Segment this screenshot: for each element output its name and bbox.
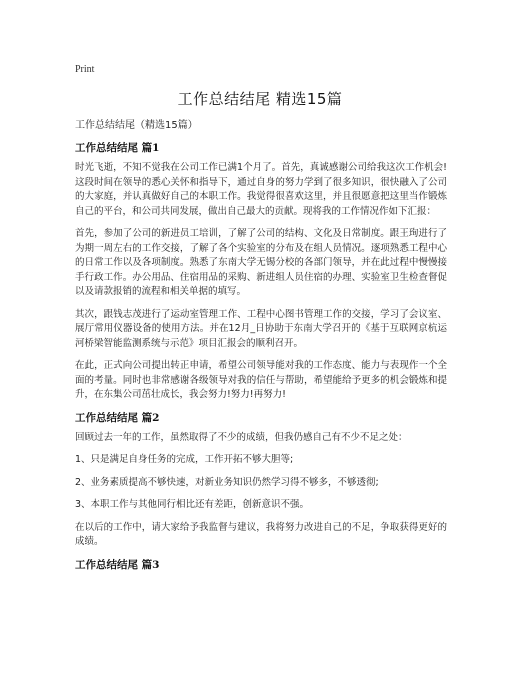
list-item: 2、业务素质提高不够快速，对新业务知识仍然学习得不够多，不够透彻;	[75, 476, 379, 488]
section-heading: 工作总结结尾 篇3	[75, 558, 160, 571]
paragraph: 在以后的工作中，请大家给予我监督与建议，我将努力改进自己的不足，争取获得更好的成绩。	[75, 521, 447, 547]
paragraph: 回顾过去一年的工作，虽然取得了不少的成绩，但我仍感自己有不少不足之处：	[75, 431, 408, 443]
paragraph: 在此，正式向公司提出转正申请，希望公司领导能对我的工作态度、能力与表现作一个全面的考量。同时也非常感谢各级领导对我的信任与帮助，希望能给予更多的机会锻炼和提升，在东集公司茁壮成长，我会努力!努力!再努力!	[75, 360, 447, 400]
section-1	[75, 141, 447, 403]
list-item: 3、本职工作与其他同行相比还有差距，创新意识不强。	[75, 499, 310, 510]
section-3	[75, 558, 447, 572]
list-item: 1、只是满足自身任务的完成，工作开拓不够大胆等;	[75, 454, 294, 465]
section-heading: 工作总结结尾 篇1	[75, 142, 160, 154]
paragraph: 其次，跟钱志茂进行了运动室管理工作、工程中心图书管理工作的交接，学习了会议室、展厅常用仪器设备的使用方法。并在12月_日协助于东南大学召开的《基于互联网京杭运河桥梁智能监测系统与示范》项目汇报会的顺利召开。	[75, 308, 447, 349]
print-label[interactable]: Print	[75, 64, 95, 75]
page-title: 工作总结结尾 精选15篇	[177, 90, 343, 108]
section-2	[75, 411, 447, 550]
paragraph: 首先，参加了公司的新进员工培训，了解了公司的结构、文化及日常制度。跟王珣进行了为期一周左右的工作交接，了解了各个实验室的分布及在组人员情况。逐项熟悉工程中心的日常工作以及各项制度。熟悉了东南大学无锡分校的各部门领导，并在此过程中慢慢接手行政工作。办公用品、住宿用品的采购、新进组人员住宿的办理、实验室卫生检查督促以及请款报销的流程和相关单据的填写。	[75, 228, 447, 297]
document-body	[75, 119, 447, 578]
paragraph: 时光飞逝，不知不觉我在公司工作已满1个月了。首先，真诚感谢公司给我这次工作机会!这段时间在领导的悉心关怀和指导下，通过自身的努力学到了很多知识，很快融入了公司的大家庭，并认真做好自己的本职工作。我觉得很喜欢这里，并且很愿意把这里当作锻炼自己的平台，和公司共同发展，做出自己最大的贡献。现将我的工作情况作如下汇报：	[75, 162, 447, 217]
document-subtitle: 工作总结结尾（精选15篇）	[75, 120, 198, 131]
section-heading: 工作总结结尾 篇2	[75, 411, 160, 424]
